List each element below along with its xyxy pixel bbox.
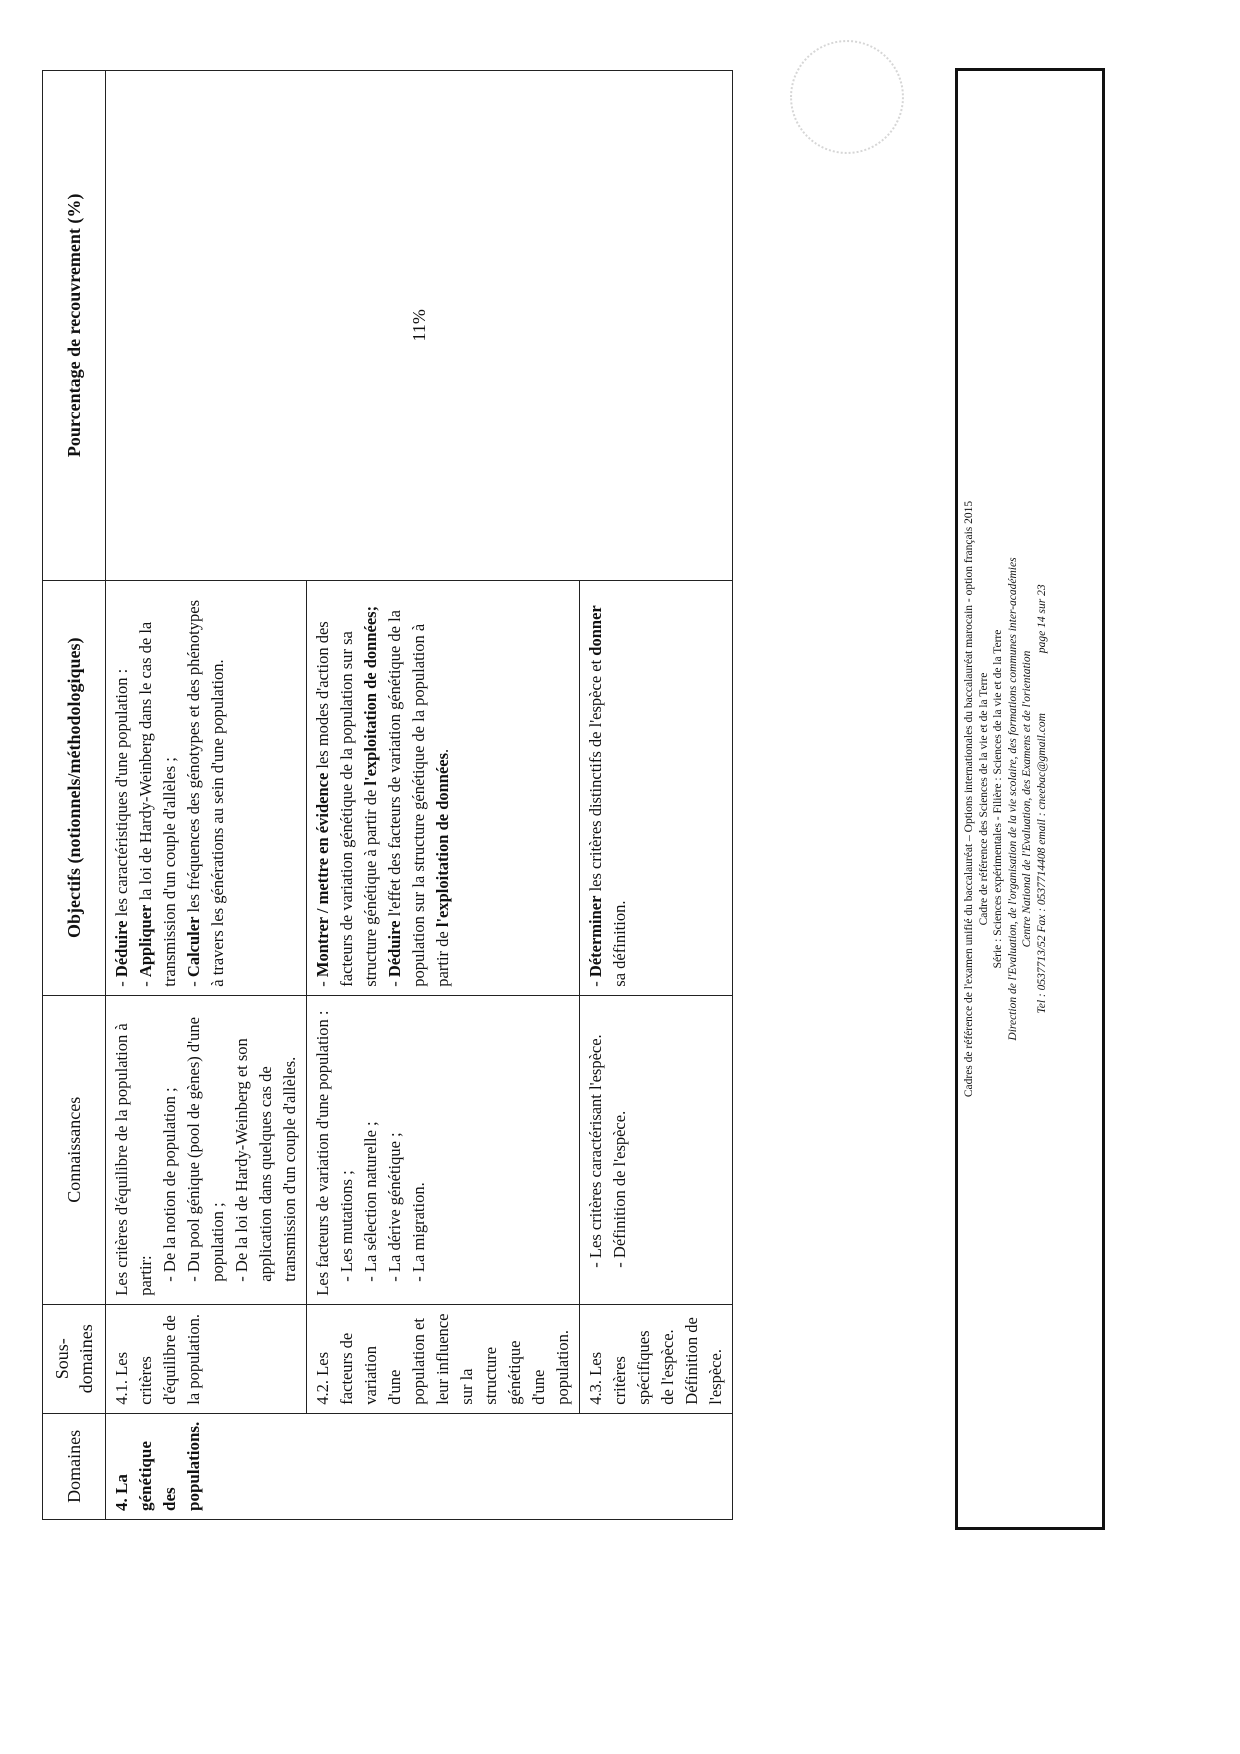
footer-line: Cadres de référence de l'examen unifié du baccalauréat – Options internationales du baccalauréat marocain - option français 2015 — [963, 500, 975, 1098]
objectif-item: - Déterminer les critères distinctifs de l'espèce et donner sa définition. — [586, 605, 629, 987]
stamp-mark — [790, 40, 904, 154]
footer-contact-row — [1035, 71, 1050, 1527]
page-footer — [955, 68, 1105, 1530]
connaissances-item: - Les critères caractérisant l'espèce. — [586, 1034, 605, 1268]
sous-domaine-cell: 4.2. Les facteurs de variation d'une population et leur influence sur la structure génétique d'une population. — [307, 1304, 580, 1413]
header-sous-domaines: Sous-domaines — [43, 1304, 106, 1413]
connaissances-item: - La sélection naturelle ; — [361, 1121, 380, 1282]
objectif-item: - Calculer les fréquences des génotypes et des phénotypes à travers les générations au sein d'une population. — [184, 599, 227, 987]
connaissances-cell — [580, 995, 733, 1304]
objectif-text: la loi de Hardy-Weinberg dans le cas de la transmission d'un couple d'allèles ; — [136, 621, 179, 987]
objectif-item: - Déduire l'effet des facteurs de variation génétique de la population sur la structure génétique de la population à partir de l'exploitation de données. — [385, 610, 452, 987]
domain-cell: 4. La génétique des populations. — [106, 1413, 733, 1519]
objectif-text: l'effet des facteurs de variation génétique de la population sur la structure génétique de la population à partir de — [385, 610, 452, 987]
connaissances-cell — [106, 995, 307, 1304]
objectif-verb: Déterminer — [586, 895, 605, 978]
sous-domaine-cell: 4.1. Les critères d'équilibre de la population. — [106, 1304, 307, 1413]
objectif-item: - Montrer / mettre en évidence les modes d'action des facteurs de variation génétique de la population sur sa structure génétique à partir de l'exploitation de données; — [313, 605, 380, 987]
objectif-emphasis: l'exploitation de données; — [361, 605, 380, 786]
objectif-emphasis: donner — [586, 605, 605, 656]
objectif-tail: sa définition. — [610, 900, 629, 987]
footer-line: Série : Sciences expérimentales - Filière : Sciences de la vie et de la Terre — [992, 629, 1004, 969]
table-header-row — [43, 71, 106, 1520]
header-connaissances: Connaissances — [43, 995, 106, 1304]
footer-line: Centre National de l'Evaluation, des Examens et de l'orientation — [1021, 650, 1033, 948]
objectif-verb: Déduire — [112, 920, 131, 978]
connaissances-item: - De la loi de Hardy-Weinberg et son application dans quelques cas de transmission d'un couple d'allèles. — [232, 1038, 299, 1282]
objectif-verb: Calculer — [184, 916, 203, 978]
objectif-item: - Appliquer la loi de Hardy-Weinberg dans le cas de la transmission d'un couple d'allèles ; — [136, 621, 179, 987]
connaissances-cell — [307, 995, 580, 1304]
objectif-text: les modes d'action des facteurs de variation génétique de la population sur sa structure génétique à partir de — [313, 621, 380, 987]
objectif-item: - Déduire les caractéristiques d'une population : — [112, 668, 131, 987]
objectif-text: les fréquences des génotypes et des phénotypes à travers les générations au sein d'une population. — [184, 599, 227, 987]
connaissances-item: - Définition de l'espèce. — [610, 1110, 629, 1268]
objectifs-cell — [307, 580, 580, 995]
header-domaines: Domaines — [43, 1413, 106, 1519]
page-number: page 14 sur 23 — [1035, 584, 1048, 654]
objectif-emphasis: l'exploitation de données — [433, 752, 452, 928]
objectif-verb: Déduire — [385, 920, 404, 978]
objectif-verb: Appliquer — [136, 904, 155, 978]
connaissances-item: - Les mutations ; — [337, 1170, 356, 1282]
objectif-verb: Montrer / mettre en évidence — [313, 772, 332, 978]
table-row — [106, 71, 307, 1520]
objectif-text: les critères distinctifs de l'espèce et — [586, 655, 605, 896]
header-objectifs: Objectifs (notionnels/méthodologiques) — [43, 580, 106, 995]
sous-domaine-cell: 4.3. Les critères spécifiques de l'espèce. Définition de l'espèce. — [580, 1304, 733, 1413]
percentage-cell: 11% — [106, 71, 733, 581]
footer-line: Direction de l'Evaluation, de l'organisation de la vie scolaire, des formations communes inter-académies — [1006, 557, 1019, 1041]
connaissances-item: - La dérive génétique ; — [385, 1132, 404, 1282]
connaissances-item: - Du pool génique (pool de gènes) d'une population ; — [184, 1017, 227, 1282]
header-pourcentage: Pourcentage de recouvrement (%) — [43, 71, 106, 581]
objectif-tail: . — [433, 748, 452, 753]
objectif-text: les caractéristiques d'une population : — [112, 668, 131, 921]
connaissances-intro: Les facteurs de variation d'une population : — [313, 1010, 332, 1296]
footer-contact: Tel : 0537713/52 Fax : 0537714408 email : cneebac@gmail.com — [1035, 713, 1048, 1014]
curriculum-table — [42, 70, 733, 1520]
connaissances-item: - De la notion de population ; — [160, 1087, 179, 1282]
footer-line: Cadre de référence des Sciences de la vie et de la Terre — [977, 672, 990, 926]
objectifs-cell — [106, 580, 307, 995]
objectifs-cell — [580, 580, 733, 995]
connaissances-intro: Les critères d'équilibre de la population à partir: — [112, 1023, 155, 1296]
connaissances-item: - La migration. — [409, 1182, 428, 1282]
